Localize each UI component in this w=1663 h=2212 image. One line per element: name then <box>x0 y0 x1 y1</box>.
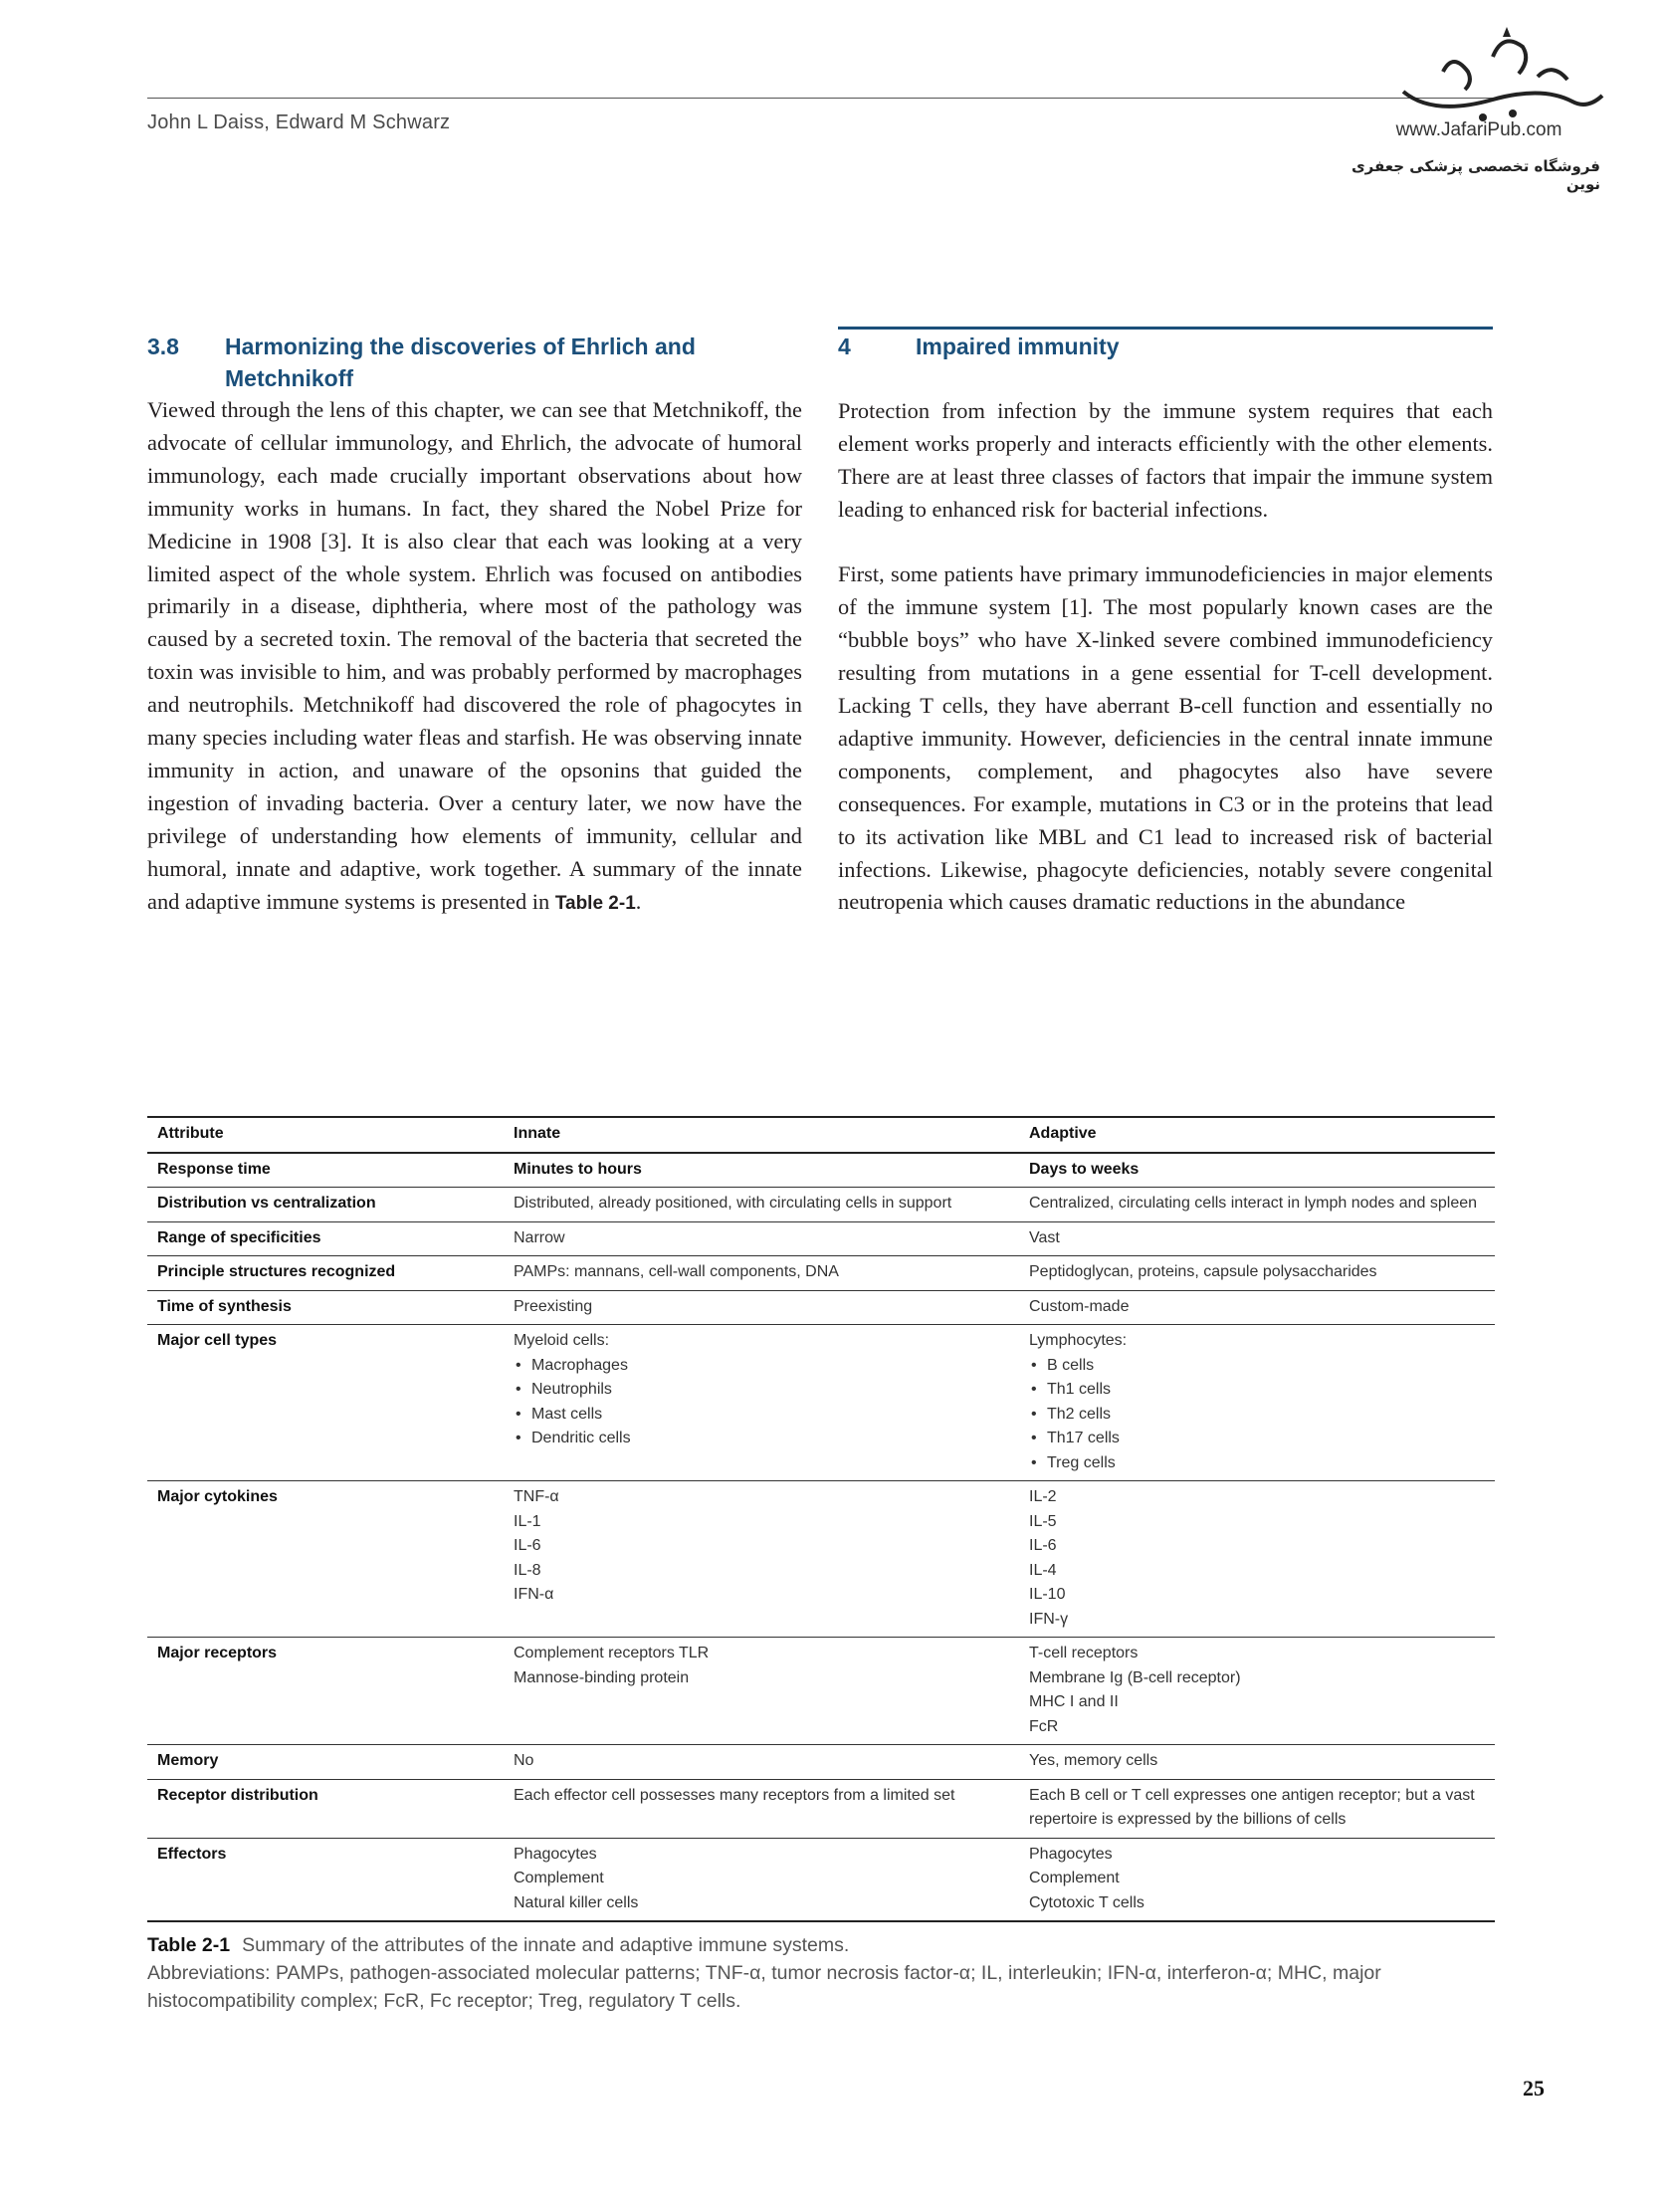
cell-line: IL-6 <box>1029 1537 1057 1554</box>
table-row <box>147 1153 1495 1188</box>
cell-line: Minutes to hours <box>514 1160 642 1178</box>
cell-line: TNF-α <box>514 1488 559 1505</box>
cell-innate <box>504 1745 1019 1780</box>
cell-attribute: Effectors <box>147 1838 504 1921</box>
table-header-row <box>147 1117 1495 1153</box>
cell-line: Complement <box>1029 1870 1120 1886</box>
bullet-item: • Th17 cells <box>1029 1427 1487 1451</box>
column-header-adaptive: Adaptive <box>1019 1117 1495 1153</box>
table-row <box>147 1838 1495 1921</box>
cell-attribute: Major cytokines <box>147 1481 504 1638</box>
cell-line: Phagocytes <box>514 1845 597 1863</box>
publisher-url: www.JafariPub.com <box>1395 119 1562 140</box>
cell-adaptive <box>1019 1325 1495 1481</box>
cell-innate <box>504 1188 1019 1222</box>
cell-line: IL-8 <box>514 1561 541 1579</box>
cell-attribute: Time of synthesis <box>147 1290 504 1325</box>
table-row <box>147 1290 1495 1325</box>
running-header-authors: John L Daiss, Edward M Schwarz <box>147 111 451 133</box>
bullet-item: • Macrophages <box>514 1354 1011 1379</box>
cell-line: IL-2 <box>1029 1488 1057 1505</box>
cell-attribute: Distribution vs centralization <box>147 1188 504 1222</box>
table-row <box>147 1221 1495 1256</box>
cell-line: Myeloid cells: <box>514 1332 610 1349</box>
cell-attribute: Major receptors <box>147 1638 504 1745</box>
cell-line: Complement <box>514 1870 604 1886</box>
cell-line: Days to weeks <box>1029 1160 1140 1178</box>
publisher-tagline: فروشگاه تخصصی پزشکی جعفری نوین <box>1351 157 1600 193</box>
section-title: Impaired immunity <box>916 333 1120 359</box>
page-number: 25 <box>1523 2076 1545 2101</box>
section-title: Harmonizing the discoveries of Ehrlich and Metchnikoff <box>225 333 696 391</box>
cell-line: Each effector cell possesses many receptors from a limited set <box>514 1786 955 1804</box>
cell-line: Cytotoxic T cells <box>1029 1893 1144 1911</box>
cell-innate <box>504 1325 1019 1481</box>
column-header-innate: Innate <box>504 1117 1019 1153</box>
cell-line: Custom-made <box>1029 1297 1130 1315</box>
cell-line: Preexisting <box>514 1297 593 1315</box>
cell-line: Phagocytes <box>1029 1845 1113 1863</box>
cell-line: Membrane Ig (B-cell receptor) <box>1029 1668 1241 1686</box>
cell-line: IFN-γ <box>1029 1610 1069 1628</box>
cell-line: Distributed, already positioned, with circulating cells in support <box>514 1195 952 1212</box>
cell-adaptive <box>1019 1256 1495 1291</box>
table-row <box>147 1779 1495 1838</box>
cell-line: FcR <box>1029 1717 1059 1735</box>
cell-line: Peptidoglycan, proteins, capsule polysaccharides <box>1029 1263 1377 1280</box>
cell-line: Each B cell or T cell expresses one antigen receptor; but a vast <box>1029 1786 1475 1804</box>
cell-line: Mannose-binding protein <box>514 1668 690 1686</box>
section-number: 4 <box>838 333 851 359</box>
cell-line: IL-4 <box>1029 1561 1057 1579</box>
bullet-item: • Treg cells <box>1029 1451 1487 1476</box>
paragraph-text: Viewed through the lens of this chapter, we can see that Metchnikoff, the advocate of cellular immunology, and Ehrlich, the advocate of humoral immunology, each made crucially important observations about how immunity works in humans. In fact, they shared the Nobel Prize for Medicine in 1908 [3]. It is also clear that each was looking at a very limited aspect of the whole system. Ehrlich was focused on antibodies primarily in a disease, diphtheria, where most of the pathology was caused by a secreted toxin. The removal of the bacteria that secreted the toxin was invisible to him, and was probably performed by macrophages and neutrophils. Metchnikoff had discovered the role of phagocytes in many species including water fleas and starfish. He was observing innate immunity in action, and unaware of the opsonins that guided the ingestion of invading bacteria. Over a century later, we now have the privilege of understanding how elements of immunity, cellular and humoral, innate and adaptive, work together. A summary of the innate and adaptive immune systems is presented in <box>147 397 802 914</box>
cell-line: PAMPs: mannans, cell-wall components, DNA <box>514 1263 839 1280</box>
body-paragraph: First, some patients have primary immunodeficiencies in major elements of the immune system [1]. The most popularly known cases are the “bubble boys” who have X-linked severe combined immunodeficiency resulting from mutations in a gene essential for T-cell development. Lacking T cells, they have aberrant B-cell function and essentially no adaptive immunity. However, deficiencies in the central innate immune components, complement, and phagocytes also have severe consequences. For example, mutations in C3 or in the proteins that lead to its activation like MBL and C1 lead to increased risk of bacterial infections. Likewise, phagocyte deficiencies, notably severe congenital neutropenia which causes dramatic reductions in the abundance <box>838 561 1493 915</box>
bullet-item: • Neutrophils <box>514 1378 1011 1403</box>
cell-attribute: Memory <box>147 1745 504 1780</box>
cell-line: IL-5 <box>1029 1512 1057 1530</box>
cell-attribute: Receptor distribution <box>147 1779 504 1838</box>
table-row <box>147 1325 1495 1481</box>
cell-adaptive <box>1019 1838 1495 1921</box>
caption-abbreviations: Abbreviations: PAMPs, pathogen-associated molecular patterns; TNF-α, tumor necrosis factor-α; IL, interleukin; IFN-α, interferon-α; MHC, major histocompatibility complex; FcR, Fc receptor; Treg, regulatory T cells. <box>147 1962 1381 2012</box>
cell-line: MHC I and II <box>1029 1693 1119 1710</box>
table-row <box>147 1188 1495 1222</box>
cell-attribute: Range of specificities <box>147 1221 504 1256</box>
cell-attribute: Principle structures recognized <box>147 1256 504 1291</box>
cell-line: Vast <box>1029 1228 1060 1246</box>
cell-line: No <box>514 1752 534 1769</box>
cell-line: IL-6 <box>514 1537 541 1554</box>
bullet-item: • B cells <box>1029 1354 1487 1379</box>
caption-label: Table 2-1 <box>147 1934 231 1956</box>
cell-attribute: Response time <box>157 1160 271 1178</box>
cell-adaptive <box>1019 1481 1495 1638</box>
right-column <box>838 331 1493 919</box>
cell-adaptive <box>1019 1745 1495 1780</box>
cell-adaptive <box>1019 1290 1495 1325</box>
cell-line: IL-10 <box>1029 1586 1066 1603</box>
bullet-item: • Dendritic cells <box>514 1427 1011 1451</box>
cell-innate <box>504 1779 1019 1838</box>
cell-line: Natural killer cells <box>514 1893 639 1911</box>
caption-title: Summary of the attributes of the innate and adaptive immune systems. <box>242 1934 850 1956</box>
table-row <box>147 1745 1495 1780</box>
cell-line: Lymphocytes: <box>1029 1332 1128 1349</box>
table-body <box>147 1153 1495 1922</box>
paragraph-end: . <box>635 888 642 914</box>
bullet-item: • Mast cells <box>514 1403 1011 1428</box>
cell-adaptive <box>1019 1779 1495 1838</box>
bullet-item: • Th2 cells <box>1029 1403 1487 1428</box>
table-row <box>147 1256 1495 1291</box>
cell-line: Centralized, circulating cells interact in lymph nodes and spleen <box>1029 1195 1478 1212</box>
cell-innate <box>504 1290 1019 1325</box>
cell-innate <box>504 1638 1019 1745</box>
table-row <box>147 1638 1495 1745</box>
cell-innate <box>504 1838 1019 1921</box>
cell-innate <box>504 1256 1019 1291</box>
cell-innate <box>504 1153 1019 1188</box>
cell-line: T-cell receptors <box>1029 1645 1139 1661</box>
table-reference-link[interactable]: Table 2-1 <box>554 892 636 914</box>
body-paragraph <box>147 394 802 921</box>
cell-line: repertoire is expressed by the billions of cells <box>1029 1811 1347 1828</box>
cell-adaptive <box>1019 1153 1495 1188</box>
bullet-item: • Th1 cells <box>1029 1378 1487 1403</box>
cell-line: Narrow <box>514 1228 565 1246</box>
section-rule <box>838 327 1493 330</box>
section-heading <box>147 331 802 394</box>
header-rule <box>147 98 1493 99</box>
cell-innate <box>504 1481 1019 1638</box>
column-header-attribute: Attribute <box>147 1117 504 1153</box>
cell-adaptive <box>1019 1221 1495 1256</box>
cell-line: Complement receptors TLR <box>514 1645 710 1661</box>
section-heading <box>838 331 1493 362</box>
caption-title-line <box>147 1931 1501 1959</box>
cell-innate <box>504 1221 1019 1256</box>
cell-adaptive <box>1019 1638 1495 1745</box>
cell-line: IFN-α <box>514 1586 554 1603</box>
attributes-table <box>147 1116 1495 1922</box>
body-paragraph: Protection from infection by the immune system requires that each element works properly and interacts efficiently with the other elements. There are at least three classes of factors that impair the immune system leading to enhanced risk for bacterial infections. <box>838 397 1493 522</box>
table-caption <box>147 1931 1501 2015</box>
cell-attribute: Major cell types <box>147 1325 504 1481</box>
table-row <box>147 1481 1495 1638</box>
section-number: 3.8 <box>147 333 179 359</box>
cell-line: Yes, memory cells <box>1029 1752 1158 1769</box>
left-column <box>147 331 802 921</box>
cell-line: IL-1 <box>514 1512 541 1530</box>
cell-adaptive <box>1019 1188 1495 1222</box>
